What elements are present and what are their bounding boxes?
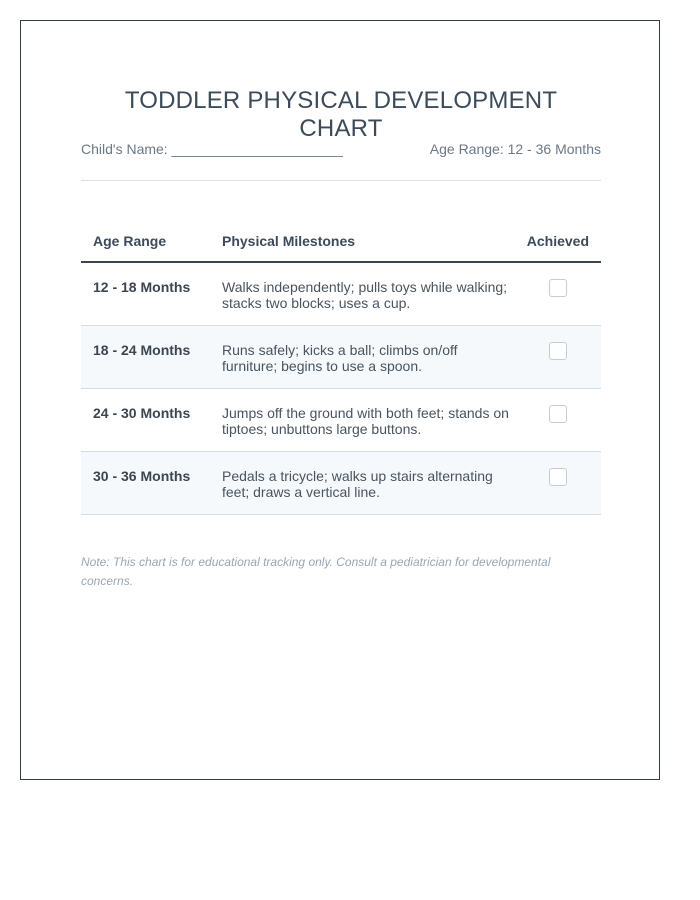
row-milestones: Runs safely; kicks a ball; climbs on/off furniture; begins to use a spoon. bbox=[222, 342, 458, 374]
table-header bbox=[81, 221, 601, 263]
achieved-checkbox[interactable] bbox=[549, 342, 567, 360]
chart-page bbox=[20, 20, 660, 780]
milestone-table bbox=[81, 221, 601, 515]
achieved-checkbox[interactable] bbox=[549, 405, 567, 423]
child-name-field: Child's Name: ______________________ bbox=[81, 141, 343, 157]
column-header-milestones: Physical Milestones bbox=[222, 233, 356, 249]
row-age-range: 12 - 18 Months bbox=[93, 279, 191, 295]
column-header-achieved: Achieved bbox=[526, 233, 589, 249]
footer-note: Note: This chart is for educational tracking only. Consult a pediatrician for developmental concerns. bbox=[81, 555, 551, 588]
row-age-range: 24 - 30 Months bbox=[93, 405, 191, 421]
table-row bbox=[81, 452, 601, 515]
row-age-range: 30 - 36 Months bbox=[93, 468, 191, 484]
achieved-checkbox[interactable] bbox=[549, 279, 567, 297]
row-milestones: Pedals a tricycle; walks up stairs alternating feet; draws a vertical line. bbox=[222, 468, 493, 500]
table-row bbox=[81, 389, 601, 452]
row-milestones: Walks independently; pulls toys while walking; stacks two blocks; uses a cup. bbox=[222, 279, 508, 311]
row-milestones: Jumps off the ground with both feet; stands on tiptoes; unbuttons large buttons. bbox=[222, 405, 509, 437]
achieved-checkbox[interactable] bbox=[549, 468, 567, 486]
table-row bbox=[81, 263, 601, 326]
page-title: TODDLER PHYSICAL DEVELOPMENT CHART bbox=[124, 87, 558, 142]
header-divider bbox=[81, 180, 601, 181]
column-header-age-range: Age Range bbox=[93, 233, 167, 249]
table-row bbox=[81, 326, 601, 389]
age-range-label: Age Range: 12 - 36 Months bbox=[429, 141, 601, 157]
row-age-range: 18 - 24 Months bbox=[93, 342, 191, 358]
